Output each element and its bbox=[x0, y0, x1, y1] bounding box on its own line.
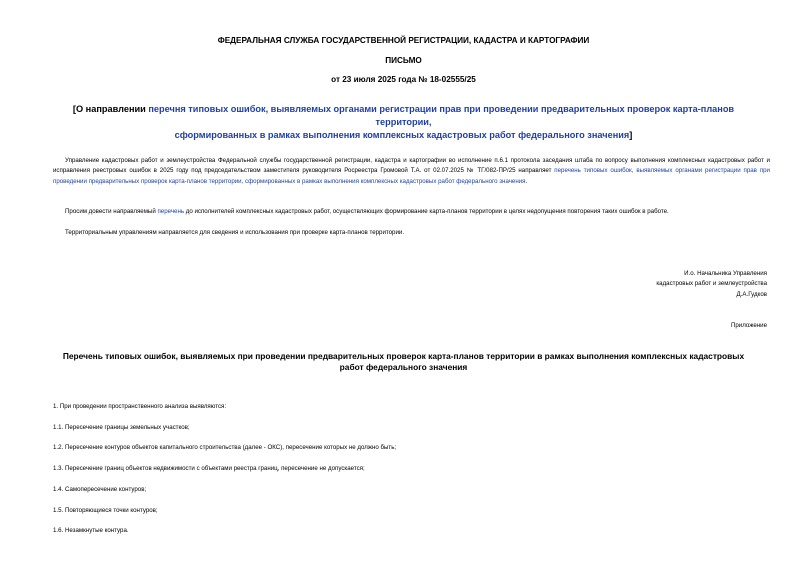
signature-title: И.о. Начальника Управления bbox=[684, 270, 767, 277]
paragraph-1-link[interactable]: перечень типовых ошибок, выявляемых органами регистрации прав при проведении предварительных проверок карта-планов территории, сформированных в рамках выполнения комплексных кадастровых работ федерального значения bbox=[53, 167, 770, 185]
signature-block bbox=[467, 269, 767, 300]
subject-link-line2[interactable]: сформированных в рамках выполнения комплексных кадастровых работ федерального значения bbox=[174, 130, 630, 140]
appendix-label: Приложение bbox=[730, 322, 767, 329]
paragraph-2 bbox=[53, 207, 770, 217]
paragraph-1-text: Управление кадастровых работ и землеустройства Федеральной службы государственной регистрации, кадастра и картографии во исполнение п.6.1 протокола заседания штаба по вопросу выполнения комплексных кадастровых работ и исправления реестровых ошибок в 2025 году под председательством заместителя руководителя Росреестра Громовой Т.А. от 02.07.2025 № ТГ/082-ПР/25 направляет bbox=[53, 157, 770, 175]
document-type: ПИСЬМО bbox=[385, 56, 422, 65]
list-item: 1.2. Пересечение контуров объектов капитального строительства (далее - ОКС), пересечение которых не должно быть; bbox=[53, 444, 397, 451]
list-item: 1.5. Повторяющиеся точки контуров; bbox=[53, 507, 158, 514]
appendix-title-line1: Перечень типовых ошибок, выявляемых при проведении предварительных проверок карта-планов территории в рамках выполнения комплексных кадастровых bbox=[62, 351, 745, 361]
list-item: 1. При проведении пространственного анализа выявляются: bbox=[53, 403, 227, 410]
paragraph-2-start: Просим довести направляемый bbox=[65, 208, 158, 215]
subject-close: ] bbox=[629, 130, 633, 140]
list-item: 1.3. Пересечение границ объектов недвижимости с объектами реестра границ, пересечение не допускается; bbox=[53, 465, 365, 472]
paragraph-1-end: . bbox=[525, 177, 528, 185]
subject-link-line1[interactable]: перечня типовых ошибок, выявляемых органами регистрации прав при проведении предварительных проверок карта-планов территории, bbox=[148, 104, 735, 127]
signature-name: Д.А.Гудков bbox=[736, 290, 767, 298]
list-item: 1.1. Пересечение границы земельных участков; bbox=[53, 424, 190, 431]
document-date-number: от 23 июля 2025 года № 18-02555/25 bbox=[331, 75, 476, 84]
appendix-title-line2: работ федерального значения bbox=[339, 362, 468, 372]
appendix-title bbox=[40, 351, 767, 373]
subject-open: [О направлении bbox=[72, 104, 149, 114]
paragraph-2-link[interactable]: перечень bbox=[157, 208, 185, 215]
document-subject bbox=[50, 103, 757, 142]
agency-heading: ФЕДЕРАЛЬНАЯ СЛУЖБА ГОСУДАРСТВЕННОЙ РЕГИСТРАЦИИ, КАДАСТРА И КАРТОГРАФИИ bbox=[217, 36, 590, 45]
signature-department: кадастровых работ и землеустройства bbox=[656, 280, 767, 288]
paragraph-2-end: до исполнителей комплексных кадастровых работ, осуществляющих формирование карта-планов территории в целях недопущения повторения таких ошибок в работе. bbox=[184, 208, 669, 215]
paragraph-3: Территориальным управлениям направляется для сведения и использования при проверке карта-планов территории. bbox=[65, 229, 405, 236]
paragraph-1 bbox=[53, 156, 770, 187]
list-item: 1.6. Незамкнутые контура. bbox=[53, 527, 129, 534]
list-item: 1.4. Самопересечение контуров; bbox=[53, 486, 147, 493]
